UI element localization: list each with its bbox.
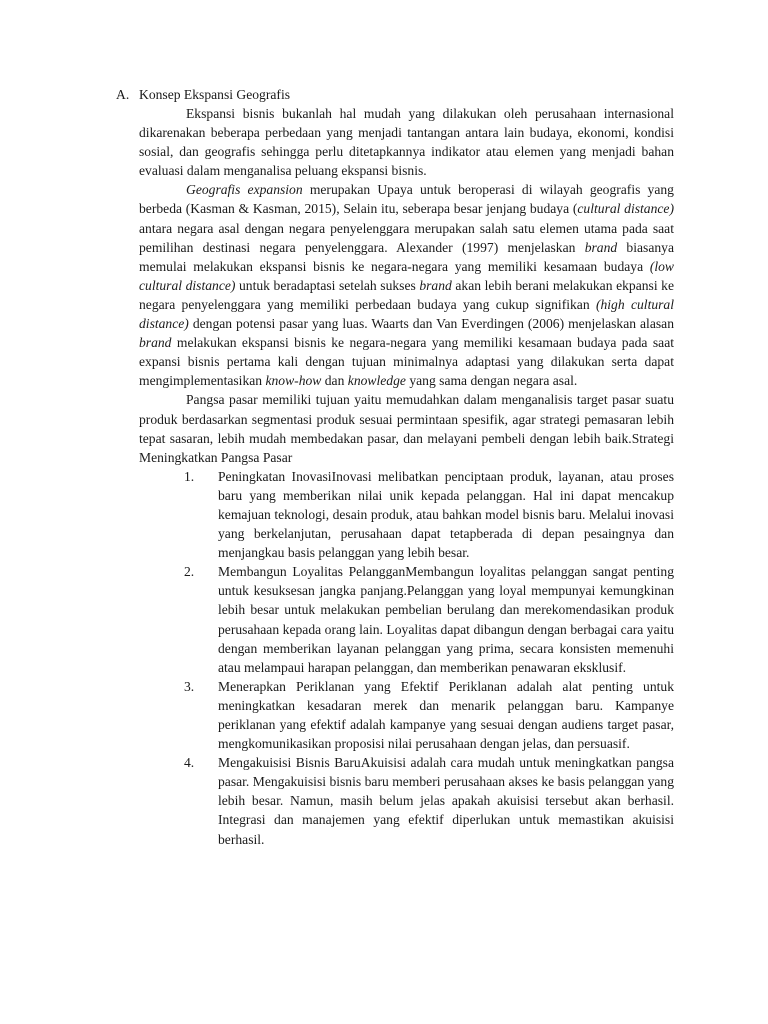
italic-term: (low cultural distance) xyxy=(139,258,674,293)
list-item xyxy=(184,467,674,562)
section-title: Konsep Ekspansi Geografis xyxy=(139,87,291,102)
italic-term: brand xyxy=(584,239,618,255)
paragraph-text: dan xyxy=(321,373,348,389)
section-body xyxy=(139,104,674,849)
section-number: A. xyxy=(116,87,130,102)
list-item-text: Membangun Loyalitas PelangganMembangun loyalitas pelanggan sangat penting untuk kesuksesan jangka panjang.Pelanggan yang loyal mempunyai kemungkinan lebih besar untuk melakukan pembelian berulang dan merekomendasikan produk perusahaan kepada orang lain. Loyalitas dapat dibangun dengan berbagai cara yaitu dengan memberikan layanan pelanggan yang prima, secara konsisten memenuhi atau melampaui harapan pelanggan, dan memberikan penawaran eksklusif. xyxy=(218,564,674,675)
paragraph-market-share: Pangsa pasar memiliki tujuan yaitu memudahkan dalam menganalisis target pasar suatu produk berdasarkan segmentasi produk sesuai permintaan spesifik, agar strategi pemasaran lebih tepat sasaran, lebih mudah membedakan pasar, dan melayani pembeli dengan lebih baik.Strategi Meningkatkan Pangsa Pasar xyxy=(139,392,674,465)
italic-term: Geografis expansion xyxy=(186,182,303,198)
paragraph-text: akan lebih berani melakukan ekpansi ke negara penyelenggara yang memiliki perbedaan budaya yang cukup signifikan xyxy=(139,277,674,312)
paragraph-expansion-challenges: Ekspansi bisnis bukanlah hal mudah yang dilakukan oleh perusahaan internasional dikarenakan beberapa perbedaan yang menjadi tantangan antara lain budaya, ekonomi, kondisi sosial, dan geografis sehingga perlu ditetapkannya indikator atau elemen yang menjadi bahan evaluasi dalam menganalisa peluang ekspansi bisnis. xyxy=(139,106,674,179)
list-item-text: Mengakuisisi Bisnis BaruAkuisisi adalah cara mudah untuk meningkatkan pangsa pasar. Mengakuisisi bisnis baru memberi perusahaan akses ke basis pelanggan yang lebih besar. Namun, masih belum jelas apakah akuisisi tersebut akan berhasil. Integrasi dan manajemen yang efektif diperlukan untuk memastikan akuisisi berhasil. xyxy=(218,755,674,847)
italic-term: know-how xyxy=(265,373,322,389)
paragraph-text: biasanya memulai melakukan ekspansi bisnis ke negara-negara yang memiliki kesamaan budaya xyxy=(139,239,674,274)
paragraph-text: dengan potensi pasar yang luas. Waarts dan Van Everdingen (2006) menjelaskan alasan xyxy=(188,316,674,332)
list-item-text: Peningkatan InovasiInovasi melibatkan penciptaan produk, layanan, atau proses baru yang memberikan nilai unik kepada pelanggan. Hal ini dapat mencakup kemajuan teknologi, desain produk, atau bahkan model bisnis baru. Melalui inovasi yang berkelanjutan, perusahaan dapat tetapberada di depan pesaingnya dan menjangkau basis pelanggan yang lebih besar. xyxy=(218,468,674,561)
list-item xyxy=(184,753,674,848)
list-item-number: 2. xyxy=(184,564,195,580)
section-heading xyxy=(116,85,290,104)
strategy-list xyxy=(139,467,674,849)
italic-term: brand xyxy=(419,277,452,293)
paragraph-geographic-expansion xyxy=(139,180,674,390)
list-item-number: 1. xyxy=(184,468,195,484)
italic-term: cultural distance) xyxy=(577,201,674,217)
paragraph-text: melakukan ekspansi bisnis ke negara-negara yang memiliki kesamaan budaya pada saat expansi bisnis pertama kali dengan tujuan minimalnya adaptasi yang dilakukan serta dapat mengimplementasikan xyxy=(139,335,674,389)
paragraph-text: yang sama dengan negara asal. xyxy=(405,373,578,389)
italic-term: (high cultural distance) xyxy=(139,296,675,332)
list-item xyxy=(184,562,674,677)
paragraph-text: untuk beradaptasi setelah sukses xyxy=(235,277,420,293)
paragraph-text: antara negara asal dengan negara penyelenggara merupakan salah satu elemen utama pada saat pemilihan destinasi negara penyelenggara. Alexander (1997) menjelaskan xyxy=(139,220,674,255)
list-item-number: 4. xyxy=(184,755,195,771)
list-item-text: Menerapkan Periklanan yang Efektif Periklanan adalah alat penting untuk meningkatkan kesadaran merek dan menarik pelanggan baru. Kampanye periklanan yang efektif adalah kampanye yang sesuai dengan audiens target pasar, mengkomunikasikan proposisi nilai perusahaan dengan jelas, dan persuasif. xyxy=(218,678,674,752)
list-item-number: 3. xyxy=(184,678,195,694)
italic-term: knowledge xyxy=(347,373,406,389)
italic-term: brand xyxy=(139,335,172,351)
list-item xyxy=(184,677,674,753)
paragraph-text: merupakan Upaya untuk beroperasi di wilayah geografis yang berbeda (Kasman & Kasman, 2015), Selain itu, seberapa besar jenjang budaya ( xyxy=(139,182,674,217)
